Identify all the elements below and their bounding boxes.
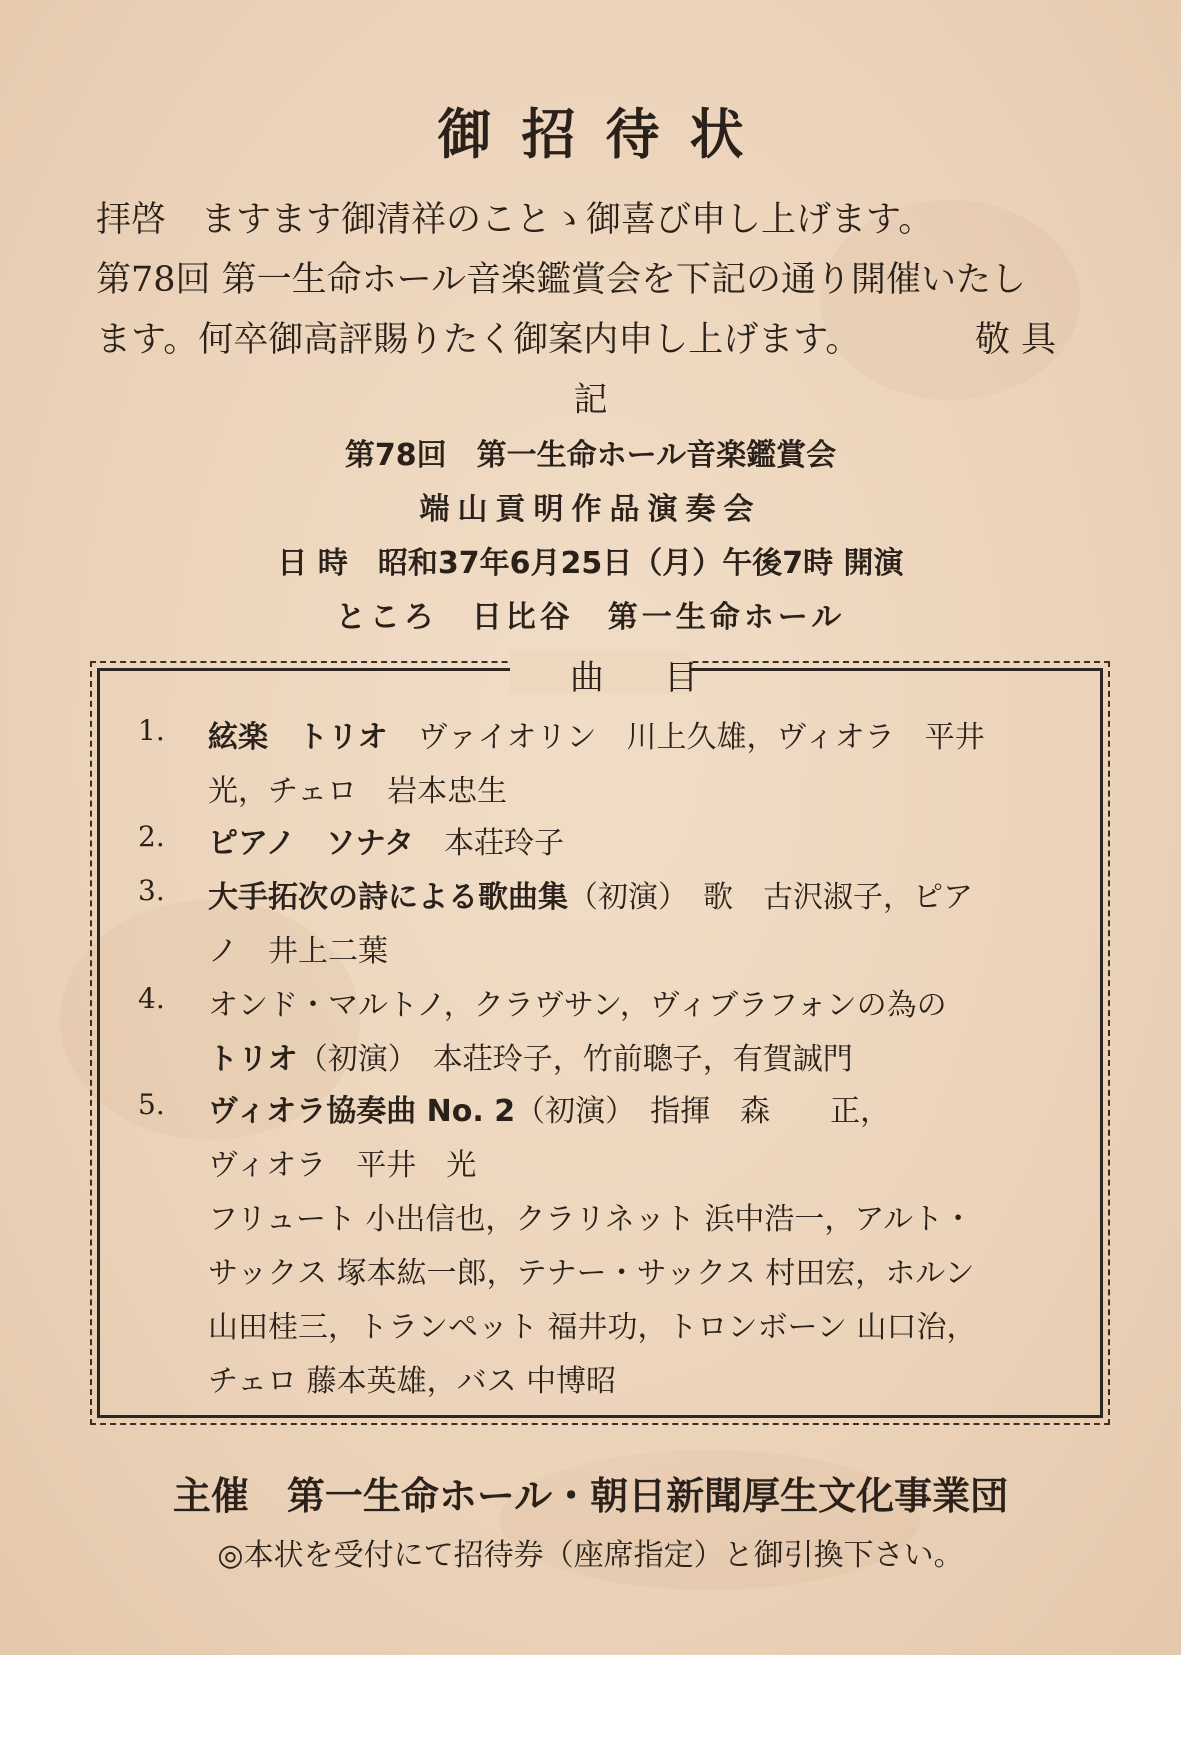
program-work-title: 絃楽 トリオ: [208, 720, 388, 755]
program-item-number: 2.: [138, 820, 165, 853]
program-item-line: [208, 872, 973, 916]
program-work-title: ヴィオラ協奏曲 No. 2: [208, 1094, 516, 1129]
program-performers: サックス 塚本紘一郎，テナー・サックス 村田宏，ホルン: [208, 1256, 975, 1291]
program-item-line: [208, 1034, 853, 1078]
program-performers: 光，チェロ 岩本忠生: [208, 774, 508, 809]
invitation-title: 御招待状: [437, 102, 774, 166]
program-performers: オンド・マルトノ，クラヴサン，ヴィブラフォンの為の: [208, 988, 947, 1023]
program-item-line: [208, 1356, 616, 1400]
program-item-number: 1.: [138, 714, 165, 747]
program-item-number: 3.: [138, 874, 165, 907]
program-performers: 山田桂三，トランペット 福井功，トロンボーン 山口治，: [208, 1310, 977, 1345]
program-item-line: [208, 766, 507, 810]
program-item-number: 4.: [138, 982, 165, 1015]
program-item-line: [208, 1086, 890, 1130]
program-performers: 本荘玲子: [414, 826, 565, 861]
program-performers: ノ 井上二葉: [208, 934, 388, 969]
program-performers: ヴァイオリン 川上久雄，ヴィオラ 平井: [387, 720, 985, 755]
program-work-title: トリオ: [208, 1042, 298, 1077]
program-heading: 曲目: [510, 650, 690, 694]
program-item-line: [208, 980, 947, 1024]
event-venue: ところ 日比谷 第一生命ホール: [335, 600, 846, 635]
program-item-line: [208, 818, 564, 862]
event-datetime: 日 時 昭和37年6月25日（月）午後7時 開演: [277, 546, 904, 581]
program-performers: ヴィオラ 平井 光: [208, 1148, 477, 1183]
program-performers: フリュート 小出信也，クラリネット 浜中浩一，アルト・: [208, 1202, 974, 1237]
program-performers: （初演） 本荘玲子，竹前聰子，有賀誠門: [297, 1042, 853, 1077]
exchange-note: ◎本状を受付にて招待券（座席指定）と御引換下さい。: [217, 1538, 964, 1573]
event-series: 第78回 第一生命ホール音楽鑑賞会: [344, 438, 837, 473]
program-performers: （初演） 歌 古沢淑子，ピア: [568, 880, 973, 915]
program-item-line: [208, 1248, 975, 1292]
greeting-line-2: 第78回 第一生命ホール音楽鑑賞会を下記の通り開催いたし: [96, 260, 1026, 300]
program-item-line: [208, 1140, 476, 1184]
program-item-line: [208, 1302, 976, 1346]
program-work-title: 大手拓次の詩による歌曲集: [208, 880, 568, 915]
closing-keigu: 敬 具: [975, 320, 1057, 360]
program-item-line: [208, 1194, 973, 1238]
organizer: 主催 第一生命ホール・朝日新聞厚生文化事業団: [172, 1474, 1009, 1518]
program-item-line: [208, 926, 388, 970]
greeting-line-3: ます。何卒御高評賜りたく御案内申し上げます。: [96, 320, 861, 360]
program-item-number: 5.: [138, 1088, 165, 1121]
program-item-line: [208, 712, 985, 756]
program-performers: チェロ 藤本英雄，バス 中博昭: [208, 1364, 617, 1399]
program-performers: （初演） 指揮 森 正，: [515, 1094, 891, 1129]
event-concert: 端山貢明作品演奏会: [419, 492, 762, 527]
greeting-line-1: 拝啓 ますます御清祥のことゝ御喜び申し上げます。: [96, 200, 934, 240]
program-work-title: ピアノ ソナタ: [208, 826, 415, 861]
ki-marker: 記: [573, 380, 608, 420]
